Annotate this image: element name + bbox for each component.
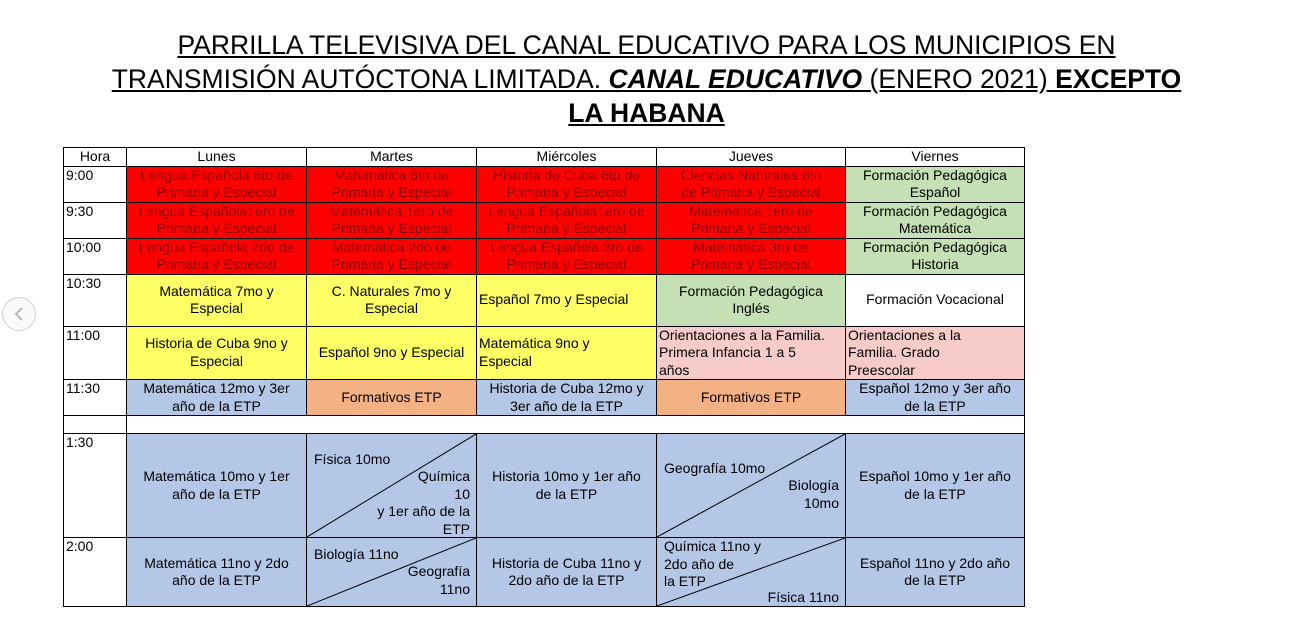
time-cell: 9:00 [64, 166, 127, 202]
time-cell: 9:30 [64, 202, 127, 238]
cell-line: Primaria y Especial [156, 184, 277, 200]
split-schedule-cell [307, 538, 477, 607]
split-cell-top-text [314, 546, 399, 564]
title-line-1: PARRILLA TELEVISIVA DEL CANAL EDUCATIVO PARA LOS MUNICIPIOS EN [177, 30, 1116, 60]
schedule-cell [127, 166, 307, 202]
schedule-cell [307, 202, 477, 238]
cell-line: Ciencias Naturales 6to [680, 166, 822, 183]
cell-line: Matemática 1ero de [329, 202, 454, 219]
cell-line: Español 10mo y 1er año [859, 468, 1011, 484]
schedule-cell [127, 380, 307, 416]
cell-line: Primaria y Especial [506, 220, 627, 236]
split-cell-top-text [664, 538, 761, 591]
schedule-cell [846, 274, 1025, 326]
schedule-cell [307, 238, 477, 274]
schedule-cell [477, 380, 657, 416]
cell-line: Primaria y Especial [691, 256, 811, 272]
split-cell-top-text [664, 460, 765, 478]
schedule-cell [307, 326, 477, 380]
cell-line: Historia de Cuba 9no y [145, 335, 288, 352]
header-day-viernes: Viernes [846, 148, 1025, 167]
schedule-cell [127, 434, 307, 538]
schedule-cell [657, 326, 846, 380]
header-day-lunes: Lunes [127, 148, 307, 167]
cell-line: Matemática 1ero de [689, 202, 813, 219]
cell-line: Formativos ETP [700, 388, 802, 405]
cell-line: Matemática 12mo y 3er [143, 380, 290, 396]
schedule-cell [127, 538, 307, 607]
header-day-miercoles: Miércoles [477, 148, 657, 167]
empty-cell [657, 416, 846, 434]
table-row [64, 202, 1025, 238]
cell-line: Historia de Cuba 12mo y [489, 380, 644, 396]
cell-line: Historia [911, 256, 959, 272]
time-cell: 2:00 [64, 538, 127, 607]
schedule-cell [477, 238, 657, 274]
cell-line: años [659, 361, 690, 378]
cell-line: Geografía [407, 563, 470, 579]
schedule-cell [657, 274, 846, 326]
split-schedule-cell [307, 434, 477, 538]
cell-line: Matemática 6to de [333, 166, 450, 183]
cell-line: Formación Vocacional [866, 291, 1004, 308]
empty-cell [477, 416, 657, 434]
page-title [40, 28, 1253, 130]
cell-line: Primera Infancia 1 a 5 [659, 344, 796, 360]
cell-line: de la ETP [904, 485, 966, 502]
split-cell-bottom-text [408, 563, 470, 598]
cell-line: Familia. Grado [848, 344, 940, 360]
time-cell: 11:00 [64, 326, 127, 380]
time-cell: 11:30 [64, 380, 127, 416]
schedule-cell [846, 434, 1025, 538]
table-row [64, 274, 1025, 326]
schedule-cell [127, 238, 307, 274]
title-channel-name: CANAL EDUCATIVO [608, 64, 863, 94]
cell-line: año de la ETP [172, 485, 261, 502]
schedule-cell [477, 166, 657, 202]
cell-line: Biología [788, 477, 839, 493]
cell-line: 11no [439, 580, 470, 597]
cell-line: Lengua Española 6to de [140, 166, 293, 183]
title-line-2 [40, 62, 1253, 96]
schedule-cell [657, 238, 846, 274]
cell-line: Primaria y Especial [331, 220, 452, 236]
cell-line: Especial [190, 352, 243, 369]
cell-line: Matemática 10mo y 1er [143, 468, 290, 484]
title-date: (ENERO 2021) [862, 64, 1056, 94]
cell-line: Matemática [898, 220, 972, 236]
cell-line: Lengua Española1ero de [488, 202, 645, 219]
empty-cell [307, 416, 477, 434]
table-row [64, 538, 1025, 607]
title-line-2-part-a: TRANSMISIÓN AUTÓCTONA LIMITADA. [111, 64, 609, 94]
cell-line: Geografía 10mo [664, 460, 766, 476]
schedule-cell [127, 202, 307, 238]
cell-line: Matemática 2do de [331, 238, 452, 255]
cell-line: Primaria y Especial [156, 220, 277, 236]
title-except: EXCEPTO [1055, 64, 1182, 94]
cell-line: Español 9no y Especial [318, 344, 465, 360]
header-day-martes: Martes [307, 148, 477, 167]
separator-row [64, 416, 1025, 434]
cell-line: Matemática 3ro de [693, 238, 809, 255]
cell-line: Formativos ETP [341, 388, 442, 405]
cell-line: Lengua Española 2do de [138, 238, 295, 255]
cell-line: Historia 10mo y 1er año [492, 468, 641, 484]
split-cell-bottom-text [768, 589, 839, 607]
split-cell-bottom-text [377, 468, 470, 538]
cell-line: Especial [479, 352, 532, 369]
cell-line: 10mo [803, 494, 839, 511]
cell-line: Orientaciones a la Familia. [659, 326, 825, 343]
cell-line: Español 7mo y Especial [479, 291, 629, 308]
split-schedule-cell [657, 538, 846, 607]
cell-line: 2do año de [664, 555, 735, 572]
cell-line: Lengua Española1ero de [138, 202, 295, 219]
cell-line: de Primaria y Especial [681, 184, 821, 200]
cell-line: 3er año de la ETP [510, 397, 623, 414]
cell-line: Formación Pedagógica [863, 238, 1007, 255]
schedule-cell [307, 380, 477, 416]
cell-line: Español [909, 184, 961, 200]
cell-line: Español 11no y 2do año [860, 554, 1010, 571]
empty-cell [846, 416, 1025, 434]
cell-line: ETP [442, 520, 470, 537]
cell-line: año de la ETP [172, 572, 261, 588]
time-cell: 1:30 [64, 434, 127, 538]
cell-line: Historia de Cuba 6to de [492, 166, 641, 183]
schedule-cell [846, 202, 1025, 238]
cell-line: Formación Pedagógica [679, 282, 823, 299]
schedule-cell [477, 538, 657, 607]
header-row [64, 148, 1025, 167]
split-schedule-cell [657, 434, 846, 538]
cell-line: Matemática 7mo y [159, 282, 274, 299]
schedule-cell [127, 274, 307, 326]
cell-line: Inglés [732, 300, 770, 316]
time-cell: 10:30 [64, 274, 127, 326]
cell-line: Historia de Cuba 11no y [491, 554, 642, 571]
cell-line: año de la ETP [172, 397, 261, 414]
cell-line: Preescolar [848, 361, 915, 378]
cell-line: Formación Pedagógica [863, 166, 1007, 183]
cell-line: Primaria y Especial [506, 184, 627, 200]
schedule-cell [307, 166, 477, 202]
cell-line: Especial [190, 300, 243, 316]
cell-line: Primaria y Especial [506, 256, 627, 272]
cell-line: Química [417, 468, 470, 484]
title-line-3: LA HABANA [568, 98, 725, 128]
cell-line: 2do año de la ETP [508, 572, 625, 588]
cell-line: la ETP [664, 573, 707, 589]
schedule-cell [846, 326, 1025, 380]
cell-line: 10 [454, 485, 470, 502]
cell-line: Química 11no y [664, 538, 762, 554]
schedule-cell [657, 166, 846, 202]
cell-line: Física 10mo [314, 451, 391, 467]
cell-line: Orientaciones a la [848, 326, 961, 343]
schedule-cell [846, 538, 1025, 607]
schedule-cell [657, 202, 846, 238]
split-cell-top-text [314, 451, 390, 469]
cell-line: de la ETP [904, 397, 966, 414]
schedule-cell [477, 202, 657, 238]
table-row [64, 434, 1025, 538]
header-day-jueves: Jueves [657, 148, 846, 167]
table-row [64, 380, 1025, 416]
chevron-left-icon [13, 307, 25, 321]
schedule-cell [477, 326, 657, 380]
cell-line: Matemática 11no y 2do [144, 554, 289, 571]
cell-line: Primaria y Especial [331, 256, 452, 272]
schedule-cell [477, 434, 657, 538]
schedule-cell [846, 380, 1025, 416]
schedule-cell [846, 166, 1025, 202]
previous-page-button[interactable] [2, 297, 36, 331]
cell-line: Lengua Española 3ro de [490, 238, 643, 255]
cell-line: y 1er año de la [377, 503, 470, 519]
schedule-cell [127, 326, 307, 380]
schedule-cell [307, 274, 477, 326]
schedule-cell [477, 274, 657, 326]
cell-line: Primaria y Especial [156, 256, 277, 272]
cell-line: Matemática 9no y [479, 335, 590, 352]
table-row [64, 238, 1025, 274]
cell-line: Biología 11no [314, 546, 399, 562]
table-row [64, 166, 1025, 202]
table-row [64, 326, 1025, 380]
empty-cell [127, 416, 307, 434]
time-cell: 10:00 [64, 238, 127, 274]
empty-cell [64, 416, 127, 434]
cell-line: de la ETP [535, 485, 598, 502]
split-cell-bottom-text [788, 477, 839, 512]
schedule-table [63, 147, 1025, 607]
schedule-cell [846, 238, 1025, 274]
cell-line: Física 11no [767, 589, 839, 605]
schedule-cell [657, 380, 846, 416]
cell-line: Primaria y Especial [331, 184, 452, 200]
cell-line: Primaria y Especial [691, 220, 811, 236]
cell-line: Español 12mo y 3er año [859, 380, 1011, 396]
header-hora: Hora [64, 148, 127, 167]
cell-line: de la ETP [904, 572, 966, 588]
cell-line: Formación Pedagógica [863, 202, 1007, 219]
cell-line: C. Naturales 7mo y [331, 282, 452, 299]
cell-line: Especial [365, 300, 418, 316]
